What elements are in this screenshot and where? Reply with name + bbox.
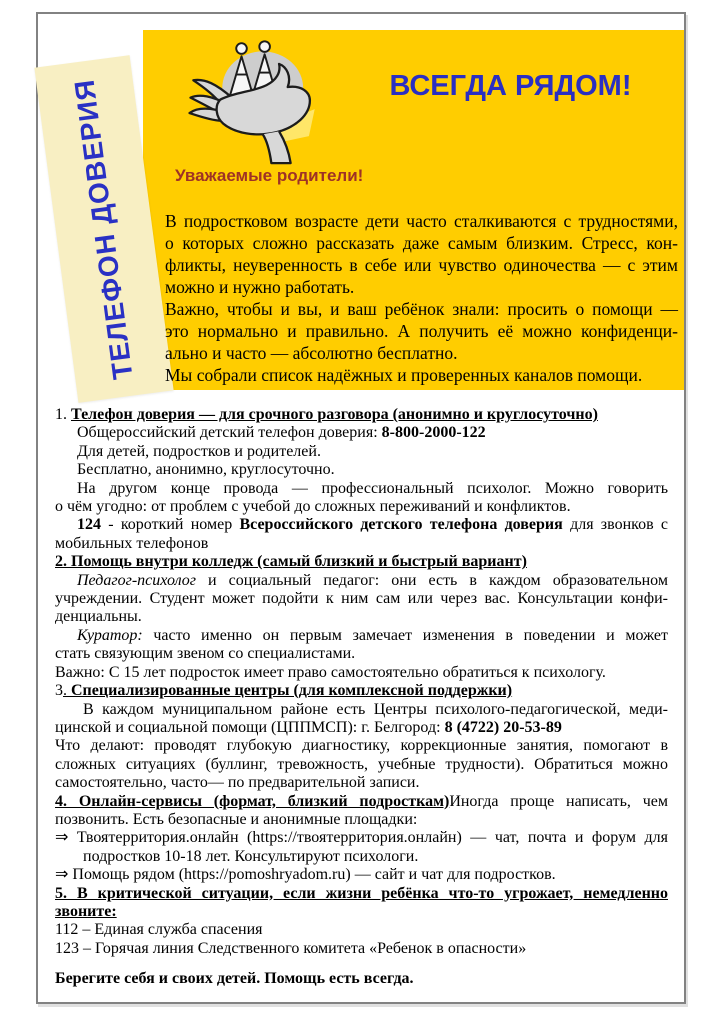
text-line: это нормально и правильно. А получить её можно конфиденци- <box>165 321 678 341</box>
text-line: Мы собрали список надёжных и проверенных каналов помощи. <box>165 365 643 385</box>
text-line: Важно: С 15 лет подросток имеет право самостоятельно обратиться к психологу. <box>55 663 606 681</box>
side-band-label: ТЕЛЕФОН ДОВЕРИЯ <box>68 77 139 381</box>
spacer <box>55 958 668 970</box>
text-line: Берегите себя и своих детей. Помощь есть всегда. <box>55 970 414 988</box>
intro-text <box>165 210 678 386</box>
body-text <box>55 406 668 989</box>
text-line: фликты, неуверенность в себе или чувство одиночества — с этим <box>165 255 678 275</box>
text-line: Бесплатно, анонимно, круглосуточно. <box>77 461 335 479</box>
text-line: самостоятельно, часто— по предварительной записи. <box>55 774 420 792</box>
text-line: мобильных телефонов <box>55 534 209 552</box>
text-line: о чём угодно: от проблем с учебой до сложных переживаний и конфликтов. <box>55 498 571 516</box>
text-line: стать связующим звеном со специалистами. <box>55 645 356 663</box>
text-line: Общероссийский детский телефон доверия: 8-800-2000-122 <box>77 424 486 442</box>
text-line: можно и нужно работать. <box>165 277 355 297</box>
text-line: На другом конце провода — профессиональный психолог. Можно говорить <box>77 479 668 497</box>
greeting-text: Уважаемые родители! <box>175 166 364 185</box>
text-line: денциальны. <box>55 608 142 626</box>
text-line: В подростковом возрасте дети часто сталкиваются с трудностями, <box>165 211 678 231</box>
text-line: Что делают: проводят глубокую диагностику, коррекционные занятия, помогают в <box>55 737 668 755</box>
text-line: В каждом муниципальном районе есть Центры психолого-педагогической, меди- <box>83 700 668 718</box>
text-line: цинской и социальной помощи (ЦППМСП): г. Белгород: 8 (4722) 20-53-89 <box>55 718 562 736</box>
text-line: 112 – Единая служба спасения <box>55 921 263 939</box>
text-line: ⇒ Твоятерритория.онлайн (https://твоятерритория.онлайн) — чат, почта и форум для <box>55 829 668 847</box>
text-line: ально и часто — абсолютно бесплатно. <box>165 343 458 363</box>
text-line: учреждении. Студент может подойти к ним сам или через вас. Консультации конфи- <box>55 590 668 608</box>
text-line: 4. Онлайн-сервисы (формат, близкий подросткам)Иногда проще написать, чем <box>55 792 668 810</box>
text-line: ⇒ Помощь рядом (https://pomoshryadom.ru) — сайт и чат для подростков. <box>55 866 556 884</box>
text-line: сложных ситуациях (буллинг, тревожность, учебные трудности). Обратиться можно <box>55 755 668 773</box>
page-frame <box>36 12 686 1004</box>
page-title: ВСЕГДА РЯДОМ! <box>389 70 632 102</box>
text-line: 123 – Горячая линия Следственного комитета «Ребенок в опасности» <box>55 939 527 957</box>
text-line: 2. Помощь внутри колледж (самый близкий и быстрый вариант) <box>55 553 527 571</box>
text-line: 3. Специализированные центры (для комплексной поддержки) <box>55 682 513 700</box>
hand-holding-people-icon <box>186 36 324 166</box>
text-line: 124 - короткий номер Всероссийского детского телефона доверия для звонков с <box>77 516 669 534</box>
text-line: Важно, чтобы и вы, и ваш ребёнок знали: просить о помощи — <box>165 299 678 319</box>
text-line: подростков 10-18 лет. Консультируют психологи. <box>83 847 419 865</box>
text-line: позвонить. Есть безопасные и анонимные площадки: <box>55 810 418 828</box>
text-line: Для детей, подростков и родителей. <box>77 442 321 460</box>
text-line: Педагог-психолог и социальный педагог: они есть в каждом образовательном <box>77 571 668 589</box>
text-line: 5. В критической ситуации, если жизни ребёнка что-то угрожает, немедленно <box>55 884 668 902</box>
text-line: Куратор: часто именно он первым замечает изменения в поведении и может <box>77 626 668 644</box>
text-line: о которых сложно рассказать даже самым близким. Стресс, кон- <box>165 233 678 253</box>
text-line: 1. Телефон доверия — для срочного разговора (анонимно и круглосуточно) <box>55 406 598 423</box>
text-line: звоните: <box>55 902 117 920</box>
